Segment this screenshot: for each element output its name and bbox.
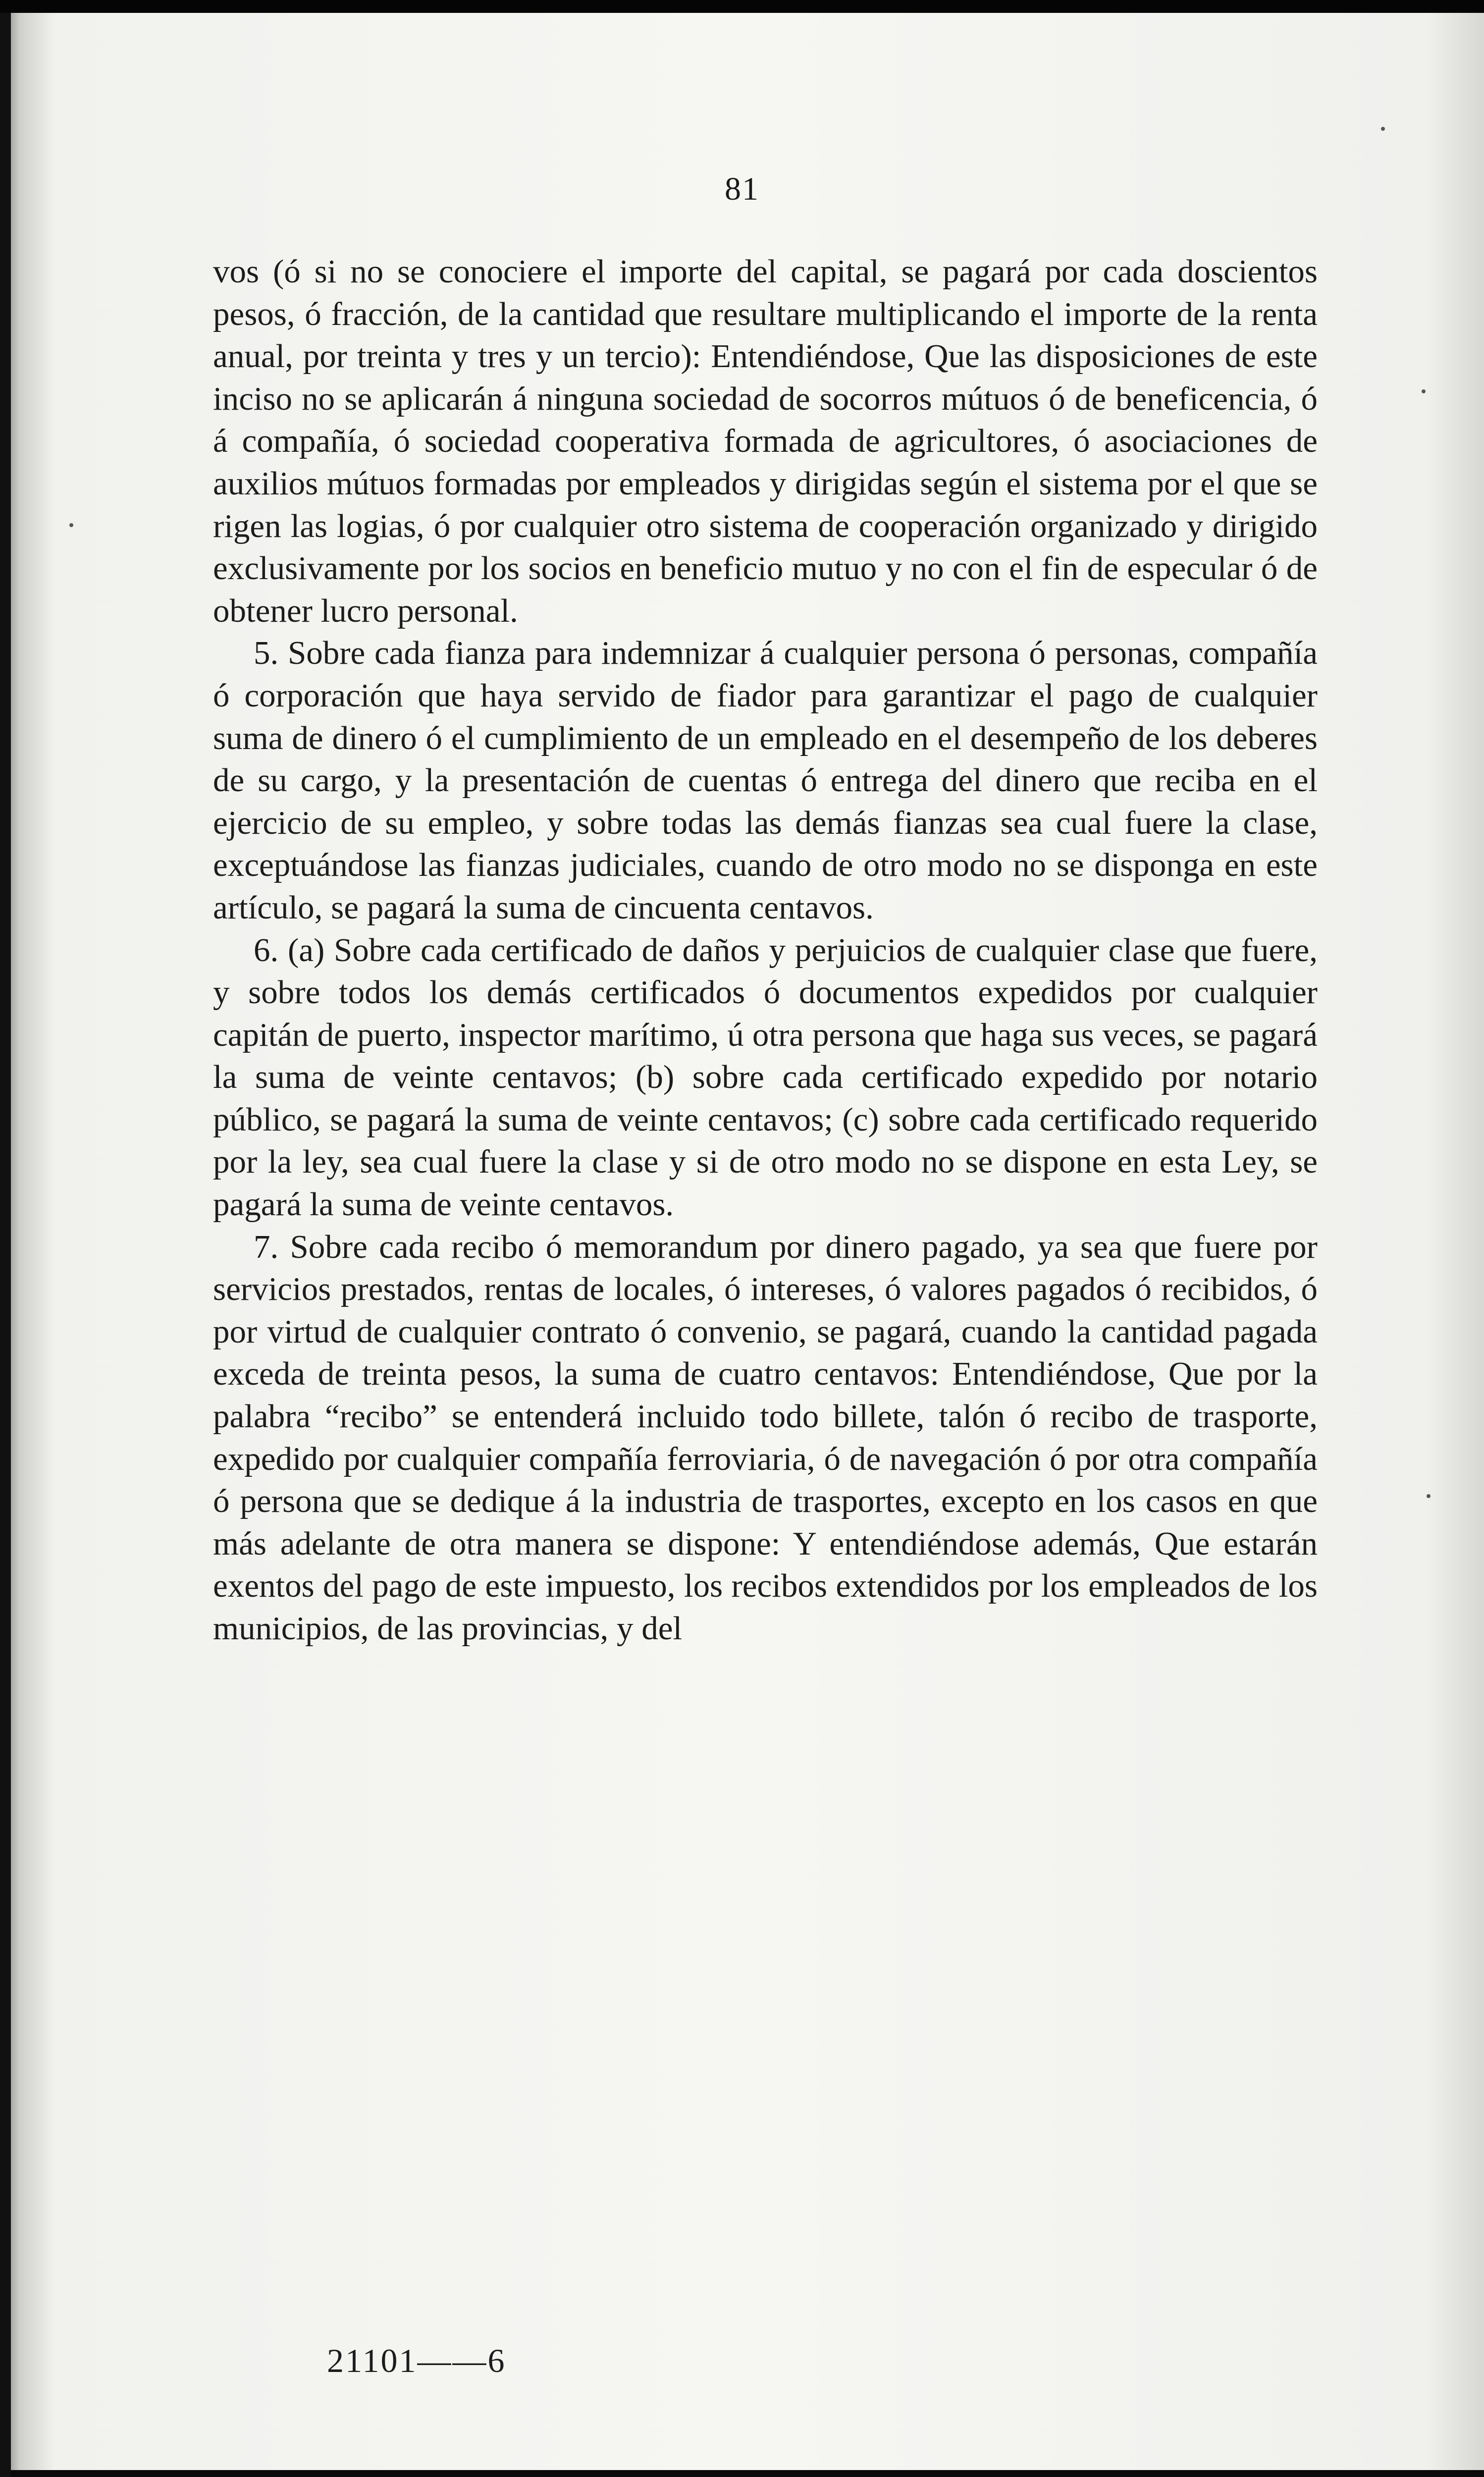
- page-number: 81: [725, 171, 759, 207]
- paragraph-item-6: 6. (a) Sobre cada certificado de daños y perjuicios de cualquier clase que fuere, y sobre todos los demás certificados ó documentos expedidos por cualquier capitán de puerto, inspector marítimo, ú otra persona que haga sus veces, se pagará la suma de veinte centavos; (b) sobre cada certificado expedido por notario público, se pagará la suma de veinte centavos; (c) sobre cada certificado requerido por la ley, sea cual fuere la clase y si de otro modo no se dispone en esta Ley, se pagará la suma de veinte centavos.: [213, 931, 1318, 1223]
- paper-speck: [1422, 389, 1426, 393]
- paragraph-item-5: 5. Sobre cada fianza para indemnizar á cualquier persona ó personas, compañía ó corporación que haya servido de fiador para garantizar el pago de cualquier suma de dinero ó el cumplimiento de un empleado en el desempeño de los deberes de su cargo, y la presentación de cuentas ó entrega del dinero que reciba en el ejercicio de su empleo, y sobre todas las demás fianzas sea cual fuere la clase, exceptuándose las fianzas judiciales, cuando de otro modo no se disponga en este artículo, se pagará la suma de cincuenta centavos.: [213, 635, 1318, 926]
- printer-signature: 21101——6: [327, 2342, 506, 2379]
- paragraph-continuation: vos (ó si no se conociere el importe del capital, se pagará por cada doscientos pesos, ó fracción, de la cantidad que resultare multiplicando el importe de la renta anual, por treinta y tres y un tercio): Entendiéndose, Que las disposiciones de este inciso no se aplicarán á ninguna sociedad de socorros mútuos ó de beneficencia, ó á compañía, ó sociedad cooperativa formada de agricultores, ó asociaciones de auxilios mútuos formadas por empleados y dirigidas según el sistema por el que se rigen las logias, ó por cualquier otro sistema de cooperación organizado y dirigido exclusivamente por los socios en beneficio mutuo y no con el fin de especular ó de obtener lucro personal.: [213, 253, 1318, 629]
- paragraph-item-7: 7. Sobre cada recibo ó memorandum por dinero pagado, ya sea que fuere por servicios prestados, rentas de locales, ó intereses, ó valores pagados ó recibidos, ó por virtud de cualquier contrato ó convenio, se pagará, cuando la cantidad pagada exceda de treinta pesos, la suma de cuatro centavos: Entendiéndose, Que por la palabra “recibo” se entenderá incluido todo billete, talón ó recibo de trasporte, expedido por cualquier compañía ferroviaria, ó de navegación ó por otra compañía ó persona que se dedique á la industria de trasportes, excepto en los casos en que más adelante de otra manera se dispone: Y entendiéndose además, Que estarán exentos del pago de este impuesto, los recibos extendidos por los empleados de los municipios, de las provincias, y del: [213, 1228, 1318, 1647]
- paper-speck: [1427, 1494, 1431, 1498]
- page-left-edge: [0, 13, 11, 2477]
- paper-speck: [1381, 127, 1385, 131]
- page-body: [213, 251, 1318, 1650]
- paper-speck: [69, 523, 73, 527]
